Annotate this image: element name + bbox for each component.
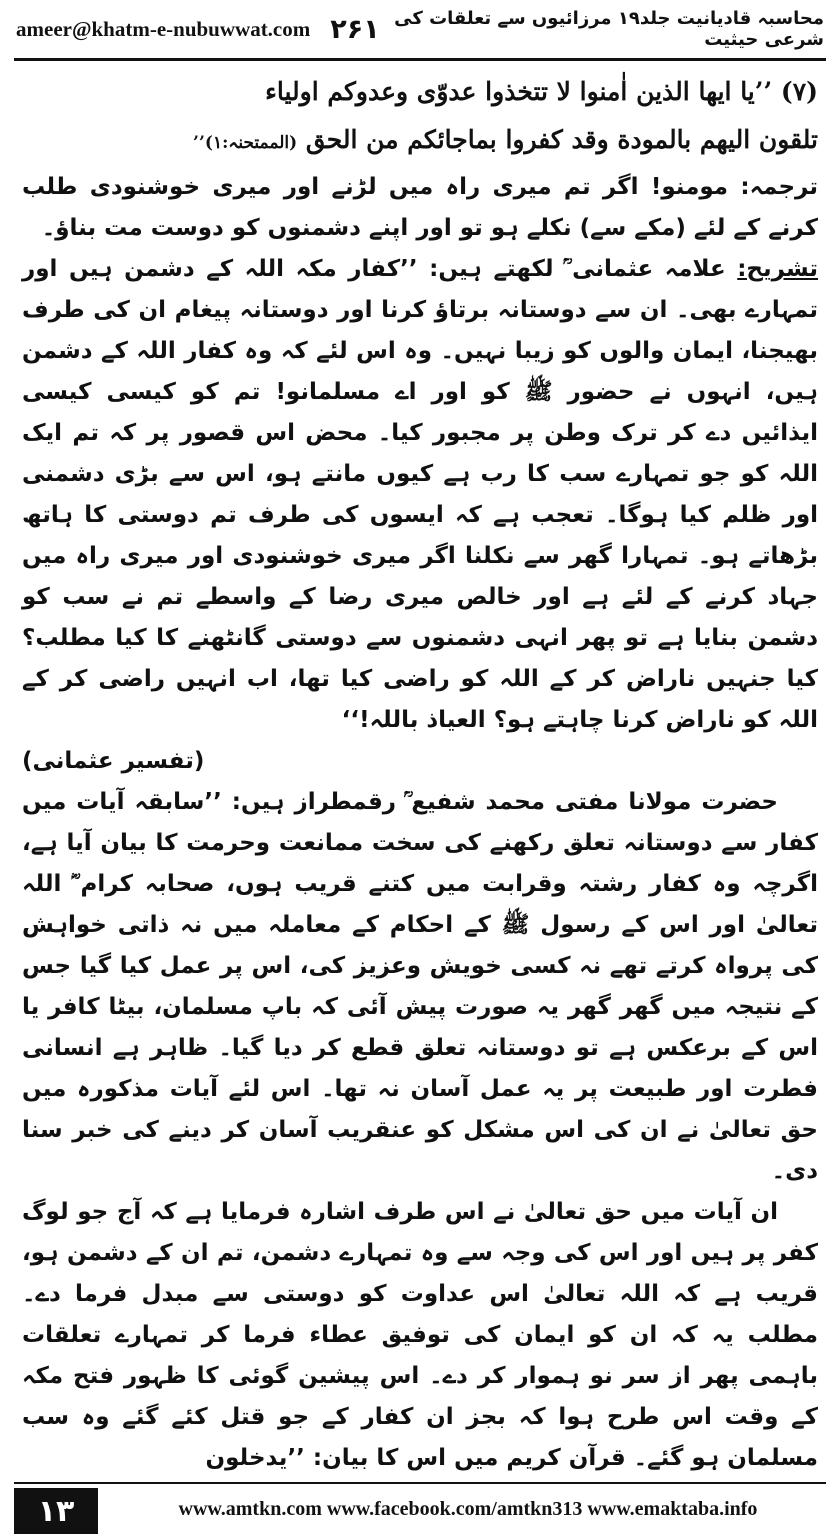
page-body bbox=[22, 68, 818, 1479]
quran-verse bbox=[22, 68, 818, 167]
page-header bbox=[0, 0, 840, 58]
footer-page-number: ۱۳ bbox=[14, 1488, 98, 1534]
page-footer bbox=[0, 1480, 840, 1540]
tashreeh-text: علامہ عثمانی ؒ لکھتے ہیں: ’’کفار مکہ اللہ کے دشمن ہیں اور تمہارے بھی۔ ان سے دوستانہ برتاؤ کرنا اور دوستانہ پیغام ان کی طرف بھیجنا، ایمان والوں کو زیبا نہیں۔ وہ اس لئے کہ وہ کفار اللہ کے دشمن ہیں، انہوں نے حضور ﷺ کو اور اے مسلمانو! تم کو کیسی کیسی ایذائیں دے کر ترک وطن پر مجبور کیا۔ محض اس قصور پر کہ تم ایک اللہ کو جو تمہارے سب کا رب ہے کیوں مانتے ہو، اس سے بڑی دشمنی اور ظلم کیا ہوگا۔ تعجب ہے کہ ایسوں کی طرف تم دوستی کا ہاتھ بڑھاتے ہو۔ تمہارا گھر سے نکلنا اگر میری خوشنودی اور میری راہ میں جہاد کرنے کے لئے ہے اور خالص میری رضا کے واسطے تم نے سب کو دشمن بنایا ہے تو پھر انہی دشمنوں سے دوستی گانٹھنے کا کیا مطلب؟ کیا جنہیں ناراض کر کے اللہ کو راضی کیا تھا، اب انہیں راضی کر کے اللہ کو ناراض کرنا چاہتے ہو؟ العیاذ باللہ!‘‘ bbox=[22, 256, 818, 733]
translation-paragraph: ترجمہ: مومنو! اگر تم میری راہ میں لڑنے اور میری خوشنودی طلب کرنے کے لئے (مکے سے) نکلے ہو تو اور اپنے دشمنوں کو دوست مت بناؤ۔ bbox=[22, 174, 818, 241]
tashreeh-paragraph bbox=[22, 249, 818, 782]
tashreeh-source: (تفسیر عثمانی) bbox=[22, 748, 205, 774]
verse-line-2: تلقون الیھم بالمودة وقد کفروا بماجائکم من الحق bbox=[305, 125, 818, 154]
header-email[interactable]: ameer@khatm-e-nubuwwat.com bbox=[16, 16, 311, 41]
last-paragraph: ان آیات میں حق تعالیٰ نے اس طرف اشارہ فرمایا ہے کہ آج جو لوگ کفر پر ہیں اور اس کی وجہ سے وہ تمہارے دشمن، تم ان کے دشمن ہو، قریب ہے کہ اللہ تعالیٰ اس عداوت کو دوستی سے مبدل فرما دے۔ مطلب یہ کہ ان کو ایمان کی توفیق عطاء فرما کر تمہارے تعلقات باہمی پھر از سر نو ہموار کر دے۔ اس پیشین گوئی کا ظہور فتح مکہ کے وقت اس طرح ہوا کہ بجز ان کفار کے جو قتل کئے گئے وہ سب مسلمان ہو گئے۔ قرآن کریم میں اس کا بیان: ’’یدخلون bbox=[22, 1199, 818, 1471]
header-title: محاسبہ قادیانیت جلد۱۹ مرزائیوں سے تعلقات کی شرعی حیثیت bbox=[394, 8, 824, 50]
verse-reference: (الممتحنہ:۱)’’ bbox=[193, 133, 298, 153]
header-page-number: ۲۶۱ bbox=[330, 13, 380, 45]
footer-links[interactable]: www.amtkn.com www.facebook.com/amtkn313 www.emaktaba.info bbox=[178, 1498, 758, 1520]
header-divider bbox=[14, 58, 826, 61]
shafi-paragraph: حضرت مولانا مفتی محمد شفیع ؒ رقمطراز ہیں: ’’سابقہ آیات میں کفار سے دوستانہ تعلق رکھنے کی سخت ممانعت وحرمت کا بیان آیا ہے، اگرچہ وہ کفار رشتہ وقرابت میں کتنے قریب ہوں، صحابہ کرام ؓ اللہ تعالیٰ اور اس کے رسول ﷺ کے احکام کے معاملہ میں نہ ذاتی خواہش کی پرواہ کرتے تھے نہ کسی خویش وعزیز کی، اس پر عمل کیا گیا جس کے نتیجہ میں گھر گھر یہ صورت پیش آئی کہ باپ مسلمان، بیٹا کافر یا اس کے برعکس ہے تو دوستانہ تعلق قطع کر دیا گیا۔ ظاہر ہے انسانی فطرت اور طبیعت پر یہ عمل آسان نہ تھا۔ اس لئے آیات مذکورہ میں حق تعالیٰ نے ان کی اس مشکل کو عنقریب آسان کر دینے کی خبر سنا دی۔ bbox=[22, 789, 818, 1184]
verse-line-1: (۷) ’’یا ایھا الذین اٰمنوا لا تتخذوا عدوّی وعدوکم اولیاء bbox=[265, 77, 818, 106]
tashreeh-label: تشریح: bbox=[737, 256, 818, 282]
footer-divider bbox=[14, 1482, 826, 1484]
